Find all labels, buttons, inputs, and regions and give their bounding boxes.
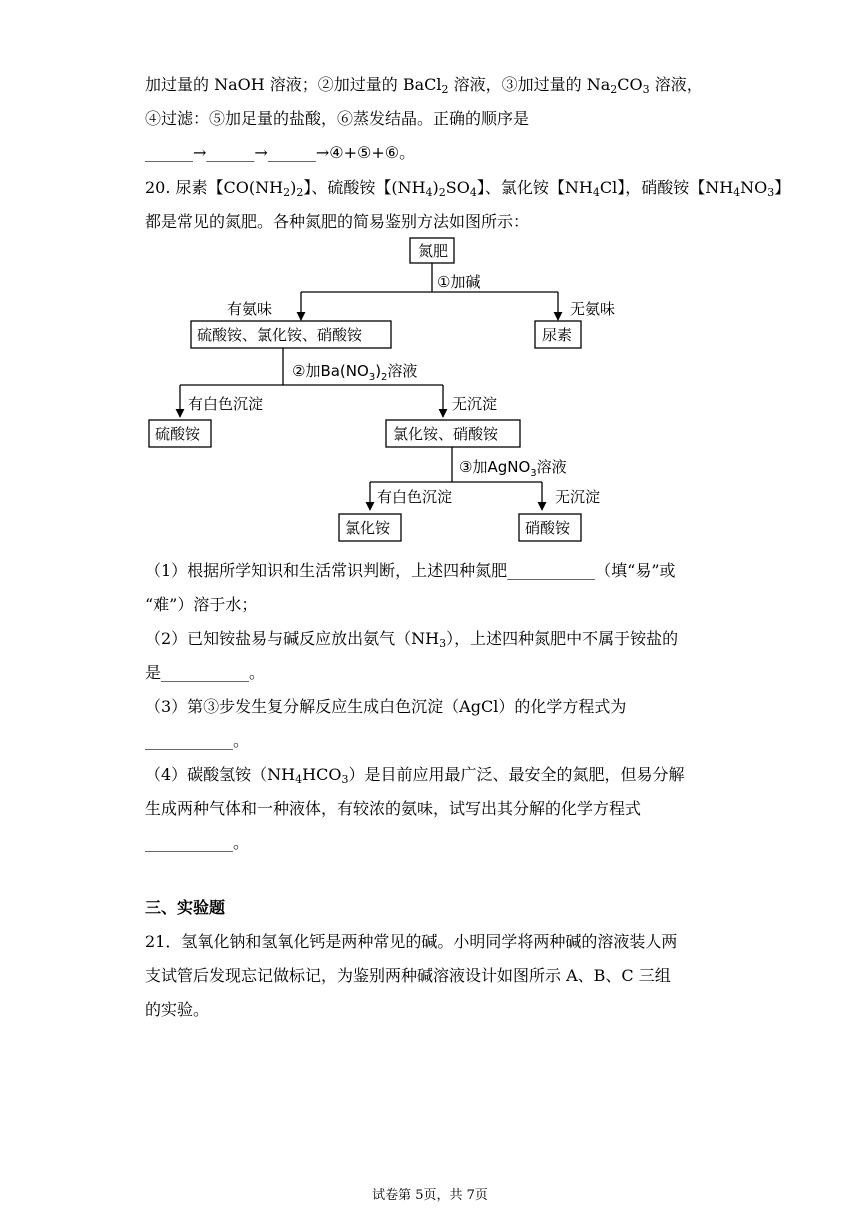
label-group1: 硫酸铵、氯化铵、硝酸铵 [197,326,363,344]
text: 20. 尿素【CO(NH [145,178,284,197]
text: 溶液，③加过量的 Na [448,75,611,94]
text: Cl】，硝酸铵【NH [599,178,734,197]
label-ammonium-nitrate: 硝酸铵 [525,519,571,537]
label-right2: 无沉淀 [452,395,498,413]
label-right3: 无沉淀 [555,488,601,506]
q20-sub3-line2: ___________。 [145,731,250,750]
text: （2）已知铵盐易与碱反应放出氨气（NH [145,629,440,648]
text: 】、硫酸铵【(NH [303,178,426,197]
page-footer: 试卷第 5页，共 7页 [372,1188,488,1203]
nitrogen-fertilizer-flowchart [0,0,860,560]
label-ammonium-sulfate: 硫酸铵 [155,425,201,443]
q20-sub4-line1 [145,762,684,786]
subscript: 3 [439,637,447,650]
subscript: 4 [295,773,303,786]
label-step2: ②加$Ba(NO_3)_2$溶液 [292,362,418,383]
subscript: 2 [283,186,291,199]
text: 】、氯化铵【NH [476,178,593,197]
text: ），上述四种氮肥中不属于铵盐的 [446,629,679,648]
q21-line2: 支试管后发现忘记做标记，为鉴别两种碱溶液设计如图所示 A、B、C 三组 [145,966,671,985]
q20-sub3-line1: （3）第③步发生复分解反应生成白色沉淀（AgCl）的化学方程式为 [145,697,627,716]
subscript: 2 [296,186,304,199]
q20-sub4-line2: 生成两种气体和一种液体，有较浓的氨味，试写出其分解的化学方程式 [145,799,642,818]
text: ) [290,178,297,197]
subscript: 2 [610,83,618,96]
text: （4）碳酸氢铵（NH [145,765,296,784]
subscript: 2 [441,83,449,96]
q20-sub1-line2: “难”）溶于水； [145,595,258,614]
subscript: 3 [767,186,775,199]
subscript: 4 [733,186,741,199]
text: ) [432,178,439,197]
text: 】 [774,178,791,197]
q20-stem-line2: 都是常见的氮肥。各种氮肥的简易鉴别方法如图所示： [145,212,530,231]
label-right1: 无氨味 [570,300,616,318]
subscript: 4 [592,186,600,199]
q20-sub2-line2: 是___________。 [145,663,266,682]
q21-line3: 的实验。 [145,1000,210,1019]
q20-sub4-line3: ___________。 [145,833,250,852]
q19-line2: ④过滤：⑤加足量的盐酸，⑥蒸发结晶。正确的顺序是 [145,109,530,128]
q20-sub1-line1: （1）根据所学知识和生活常识判断，上述四种氮肥___________（填“易”或 [145,561,676,580]
subscript: 2 [438,186,446,199]
q19-line3: ______→______→______→④+⑤+⑥。 [145,143,416,162]
label-step3: ③加AgNO$_3$溶液 [459,458,567,479]
subscript: 4 [425,186,433,199]
text: ）是目前应用最广泛、最安全的氮肥，但易分解 [348,765,685,784]
section-title: 三、实验题 [145,898,226,917]
label-urea: 尿素 [542,326,573,344]
q20-sub2-line1 [145,626,678,650]
text: 加过量的 NaOH 溶液；②加过量的 BaCl [145,75,442,94]
text: 溶液， [649,75,703,94]
text: NO [740,178,768,197]
label-left2: 有白色沉淀 [188,395,264,413]
label-step1: ①加碱 [437,273,481,291]
subscript: 3 [341,773,349,786]
q21-line1: 21．氢氧化钠和氢氧化钙是两种常见的碱。小明同学将两种碱的溶液装人两 [145,932,678,951]
subscript: 4 [469,186,477,199]
label-left1: 有氨味 [227,300,273,318]
text: CO [617,75,643,94]
label-group2: 氯化铵、硝酸铵 [393,425,499,443]
subscript: 3 [642,83,650,96]
label-left3: 有白色沉淀 [377,488,453,506]
text: SO [445,178,470,197]
label-ammonium-chloride: 氯化铵 [345,519,391,537]
label-root: 氮肥 [418,242,449,260]
text: HCO [302,765,342,784]
